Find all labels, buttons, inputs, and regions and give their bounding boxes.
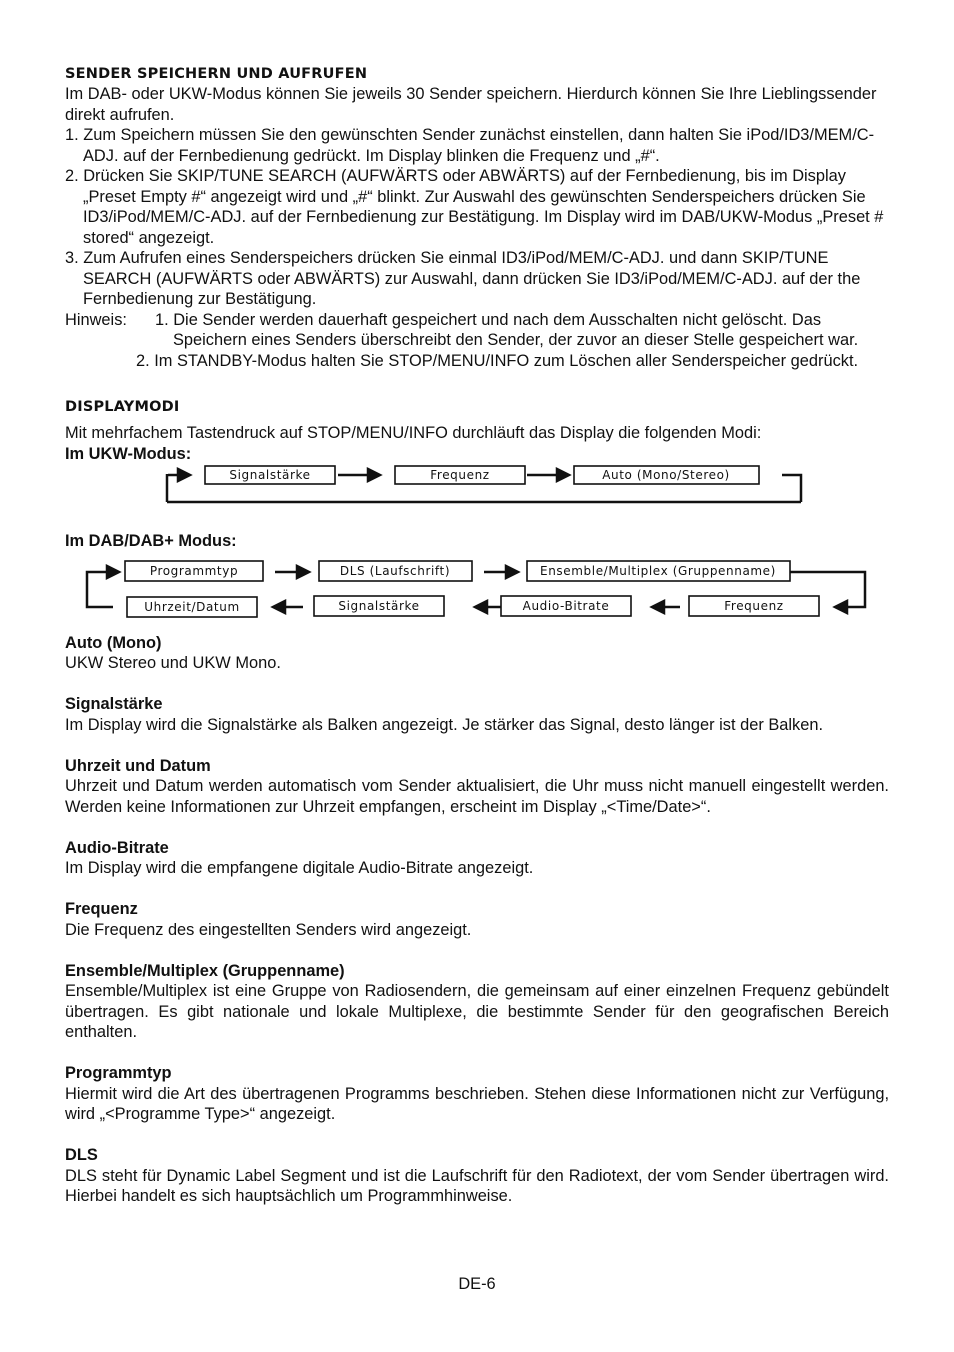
note-lead: Hinweis:	[65, 310, 127, 329]
ukw-box-label-3: Auto (Mono/Stereo)	[602, 468, 730, 482]
display-modes-intro: Mit mehrfachem Tastendruck auf STOP/MENU/INFO durchläuft das Display die folgenden Modi:	[65, 424, 762, 442]
dab-top-label-2: DLS (Laufschrift)	[339, 563, 451, 578]
ukw-box-label-2: Frequenz	[430, 468, 490, 482]
document-page	[65, 64, 889, 1207]
desc-time: Uhrzeit und Datum werden automatisch vom Sender aktualisiert, die Uhr muss nicht manuell eingestellt werden. Werden keine Informationen zur Uhrzeit empfangen, erscheint im Display „<Time/Date>“.	[65, 777, 889, 816]
dab-mode-label: Im DAB/DAB+ Modus:	[65, 532, 237, 550]
term-auto: Auto (Mono)	[65, 633, 162, 652]
desc-auto: UKW Stereo und UKW Mono.	[65, 654, 281, 672]
desc-programmtyp: Hiermit wird die Art des übertragenen Programms beschrieben. Stehen diese Informationen nicht zur Verfügung, wird „<Programme Type>“ angezeigt.	[65, 1084, 889, 1123]
term-bitrate: Audio-Bitrate	[65, 838, 169, 857]
dab-bottom-label-2: Signalstärke	[338, 598, 420, 613]
note-block	[65, 310, 889, 351]
definition-dls	[65, 1145, 889, 1207]
dab-bottom-label-4: Frequenz	[724, 598, 784, 613]
dab-bottom-label-3: Audio-Bitrate	[522, 598, 610, 613]
step-2: 2. Drücken Sie SKIP/TUNE SEARCH (AUFWÄRTS oder ABWÄRTS) auf der Fernbedienung, bis im Display „Preset Empty #“ angezeigt wird und „#“ blinkt. Zur Auswahl des gewünschten Senderspeichers drücken Sie ID3/iPod/MEM/C-ADJ. auf der Fernbedienung zur Bestätigung. Im Display wird im DAB/UKW-Modus „Preset # stored“ angezeigt.	[65, 167, 884, 247]
term-ensemble: Ensemble/Multiplex (Gruppenname)	[65, 961, 345, 980]
section-heading-display-modes: DISPLAYMODI	[65, 399, 180, 415]
desc-frequency: Die Frequenz des eingestellten Senders wird angezeigt.	[65, 920, 472, 939]
definition-time	[65, 756, 889, 818]
note-1: 1. Die Sender werden dauerhaft gespeichert und nach dem Ausschalten nicht gelöscht. Das Speichern eines Senders überschreibt den Sender, der zuvor an dieser Stelle gespeichert war.	[155, 310, 859, 349]
dab-bottom-label-1: Uhrzeit/Datum	[144, 599, 240, 614]
term-programmtyp: Programmtyp	[65, 1064, 172, 1082]
note-2: 2. Im STANDBY-Modus halten Sie STOP/MENU/INFO zum Löschen aller Senderspeicher gedrückt.	[136, 351, 859, 370]
step-1: 1. Zum Speichern müssen Sie den gewünschten Sender zunächst einstellen, dann halten Sie iPod/ID3/MEM/C-ADJ. auf der Fernbedienung gedrückt. Im Display blinken die Frequenz und „#“.	[65, 126, 875, 165]
ukw-box-label-1: Signalstärke	[229, 468, 311, 482]
desc-bitrate: Im Display wird die empfangene digitale Audio-Bitrate angezeigt.	[65, 859, 534, 877]
section-heading-presets: SENDER SPEICHERN UND AUFRUFEN	[65, 66, 368, 82]
term-dls: DLS	[65, 1146, 98, 1164]
definition-ensemble	[65, 961, 889, 1043]
term-frequency: Frequenz	[65, 900, 138, 918]
desc-dls: DLS steht für Dynamic Label Segment und ist die Laufschrift für den Radiotext, der vom Sender übertragen wird. Hierbei handelt es sich hauptsächlich um Programmhinweise.	[65, 1166, 889, 1205]
ukw-mode-label: Im UKW-Modus:	[65, 444, 192, 463]
dab-mode-diagram	[65, 559, 889, 627]
definition-frequency	[65, 899, 889, 940]
note-block-2	[65, 351, 889, 372]
dab-top-label-3: Ensemble/Multiplex (Gruppenname)	[540, 563, 776, 578]
term-time: Uhrzeit und Datum	[65, 756, 211, 775]
definition-signal	[65, 694, 889, 735]
definition-bitrate	[65, 838, 889, 879]
page-number: DE-6	[458, 1275, 496, 1293]
dab-top-label-1: Programmtyp	[149, 563, 239, 578]
desc-signal: Im Display wird die Signalstärke als Balken angezeigt. Je stärker das Signal, desto länger ist der Balken.	[65, 715, 823, 734]
definition-programmtyp	[65, 1063, 889, 1125]
presets-intro: Im DAB- oder UKW-Modus können Sie jeweils 30 Sender speichern. Hierdurch können Sie Ihre Lieblingssender direkt aufrufen.	[65, 85, 877, 124]
desc-ensemble: Ensemble/Multiplex ist eine Gruppe von Radiosendern, die gemeinsam auf einer einzelnen Frequenz gebündelt übertragen. Es gibt nationale und lokale Multiplexe, die bestimmte Sender für den geografischen Bereich enthalten.	[65, 982, 889, 1041]
term-signal: Signalstärke	[65, 695, 163, 713]
ukw-mode-diagram	[65, 464, 889, 512]
definition-auto	[65, 633, 889, 674]
step-3: 3. Zum Aufrufen eines Senderspeichers drücken Sie einmal ID3/iPod/MEM/C-ADJ. und dann SKIP/TUNE SEARCH (AUFWÄRTS oder ABWÄRTS) zur Auswahl, dann drücken Sie ID3/iPod/MEM/C-ADJ. auf der the Fernbedienung zur Bestätigung.	[65, 249, 861, 308]
